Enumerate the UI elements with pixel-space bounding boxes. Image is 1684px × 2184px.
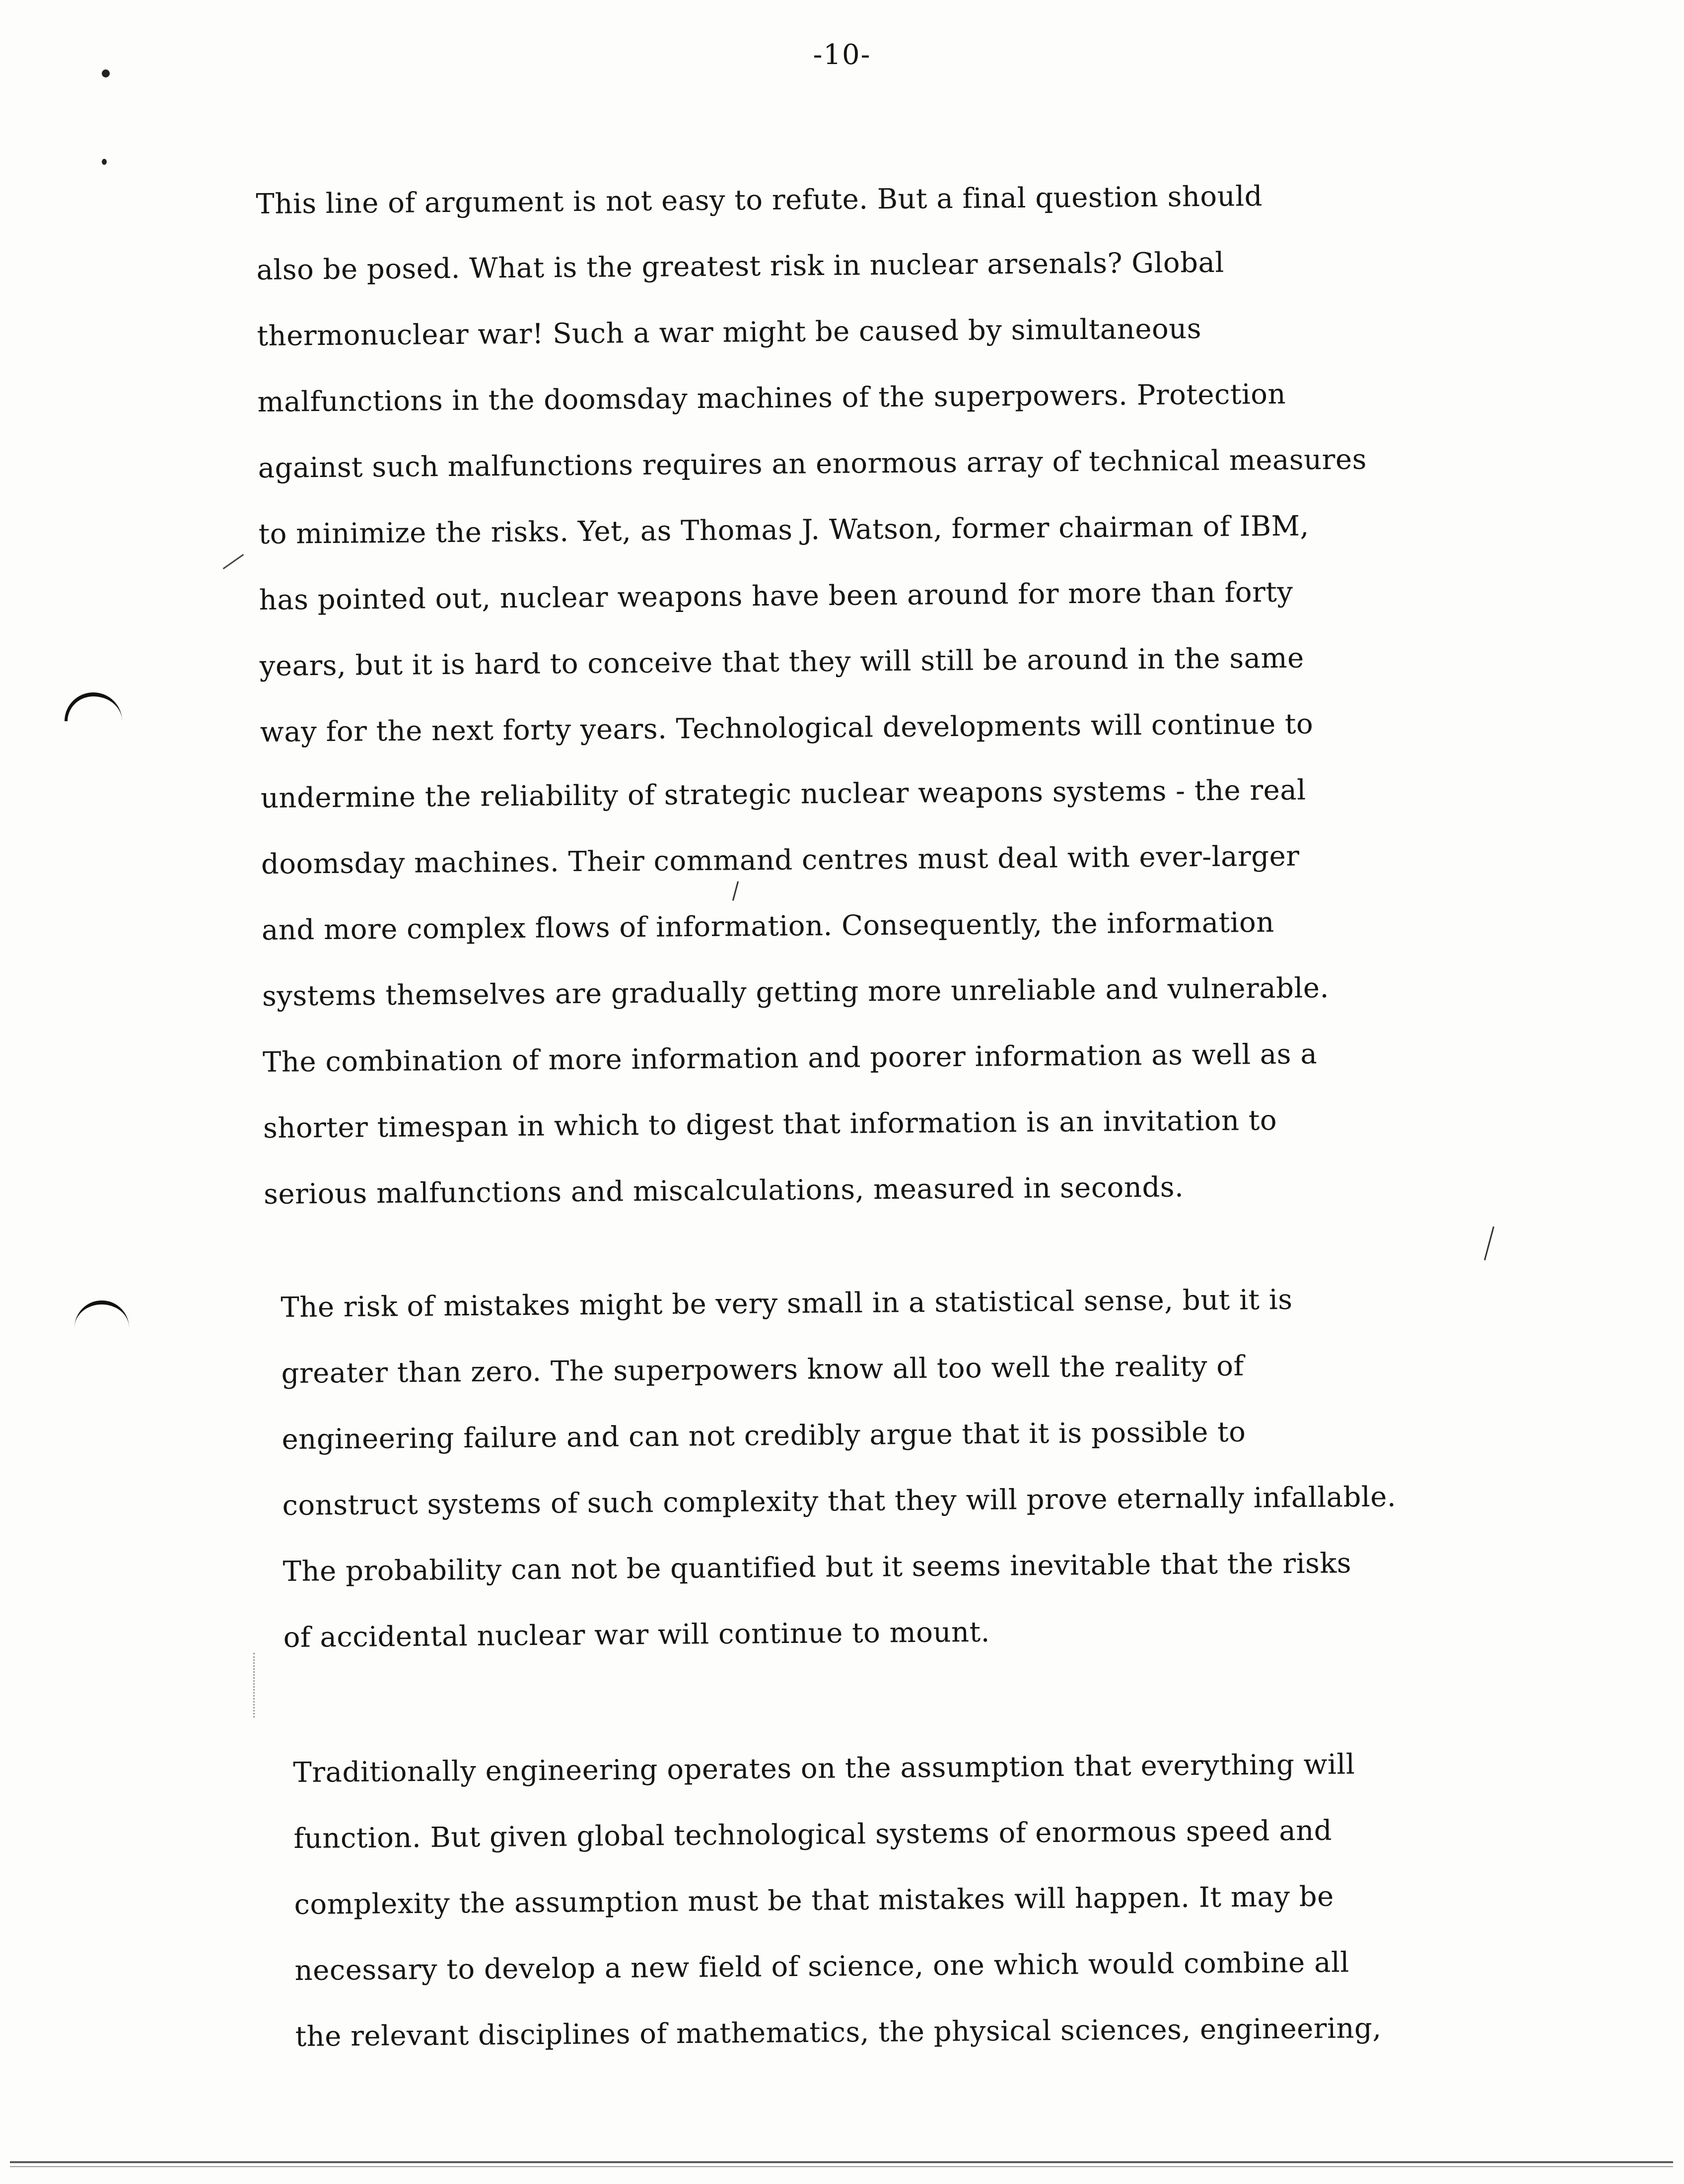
text-line: against such malfunctions requires an enormous array of technical measures: [258, 443, 1367, 484]
text-line: complexity the assumption must be that mistakes will happen. It may be: [294, 1880, 1334, 1921]
text-line: the relevant disciplines of mathematics, the physical sciences, engineering,: [295, 2012, 1382, 2053]
text-line: The probability can not be quantified but it seems inevitable that the risks: [282, 1547, 1352, 1588]
text-line: way for the next forty years. Technological developments will continue to: [260, 708, 1314, 749]
scan-speck: [102, 159, 107, 165]
text-line: necessary to develop a new field of science, one which would combine all: [294, 1946, 1350, 1987]
text-line: to minimize the risks. Yet, as Thomas J. Watson, former chairman of IBM,: [258, 510, 1309, 550]
margin-slash-mark: [223, 554, 244, 569]
text-line: engineering failure and can not credibly argue that it is possible to: [281, 1416, 1246, 1456]
text-line: serious malfunctions and miscalculations, measured in seconds.: [263, 1171, 1184, 1211]
paragraph: [293, 1729, 1596, 2070]
text-line: greater than zero. The superpowers know all too well the reality of: [281, 1350, 1244, 1390]
punch-hole-mark: [65, 692, 122, 721]
punch-hole-mark: [74, 1300, 129, 1329]
text-line: years, but it is hard to conceive that they will still be around in the same: [259, 642, 1304, 682]
bottom-edge-rule: [10, 2166, 1673, 2167]
scan-speck: [102, 69, 110, 77]
bottom-edge-rule: [10, 2161, 1673, 2163]
text-line: of accidental nuclear war will continue to mount.: [283, 1616, 990, 1654]
text-line: The risk of mistakes might be very small in a statistical sense, but it is: [281, 1283, 1293, 1324]
paragraph: [281, 1264, 1584, 1671]
text-line: Traditionally engineering operates on the assumption that everything will: [293, 1748, 1355, 1789]
text-line: malfunctions in the doomsday machines of the superpowers. Protection: [257, 378, 1286, 418]
text-line: systems themselves are gradually getting more unreliable and vulnerable.: [262, 972, 1330, 1013]
text-line: and more complex flows of information. Consequently, the information: [261, 906, 1275, 947]
paragraph: [256, 161, 1565, 1228]
margin-tick-mark: [1484, 1227, 1494, 1260]
text-line: undermine the reliability of strategic nuclear weapons systems - the real: [260, 774, 1306, 815]
page-number: -10-: [813, 39, 871, 71]
text-line: shorter timespan in which to digest that information is an invitation to: [263, 1104, 1277, 1145]
text-line: The combination of more information and poorer information as well as a: [262, 1038, 1318, 1079]
text-line: thermonuclear war! Such a war might be caused by simultaneous: [257, 313, 1202, 352]
text-line: function. But given global technological systems of enormous speed and: [293, 1814, 1333, 1855]
text-line: This line of argument is not easy to refute. But a final question should: [256, 180, 1263, 220]
text-line: construct systems of such complexity that they will prove eternally infallable.: [282, 1481, 1397, 1522]
text-line: doomsday machines. Their command centres must deal with ever-larger: [261, 840, 1300, 881]
text-line: also be posed. What is the greatest risk in nuclear arsenals? Global: [256, 246, 1225, 286]
scan-dotted-mark: [253, 1653, 256, 1717]
text-line: has pointed out, nuclear weapons have been around for more than forty: [259, 576, 1293, 616]
